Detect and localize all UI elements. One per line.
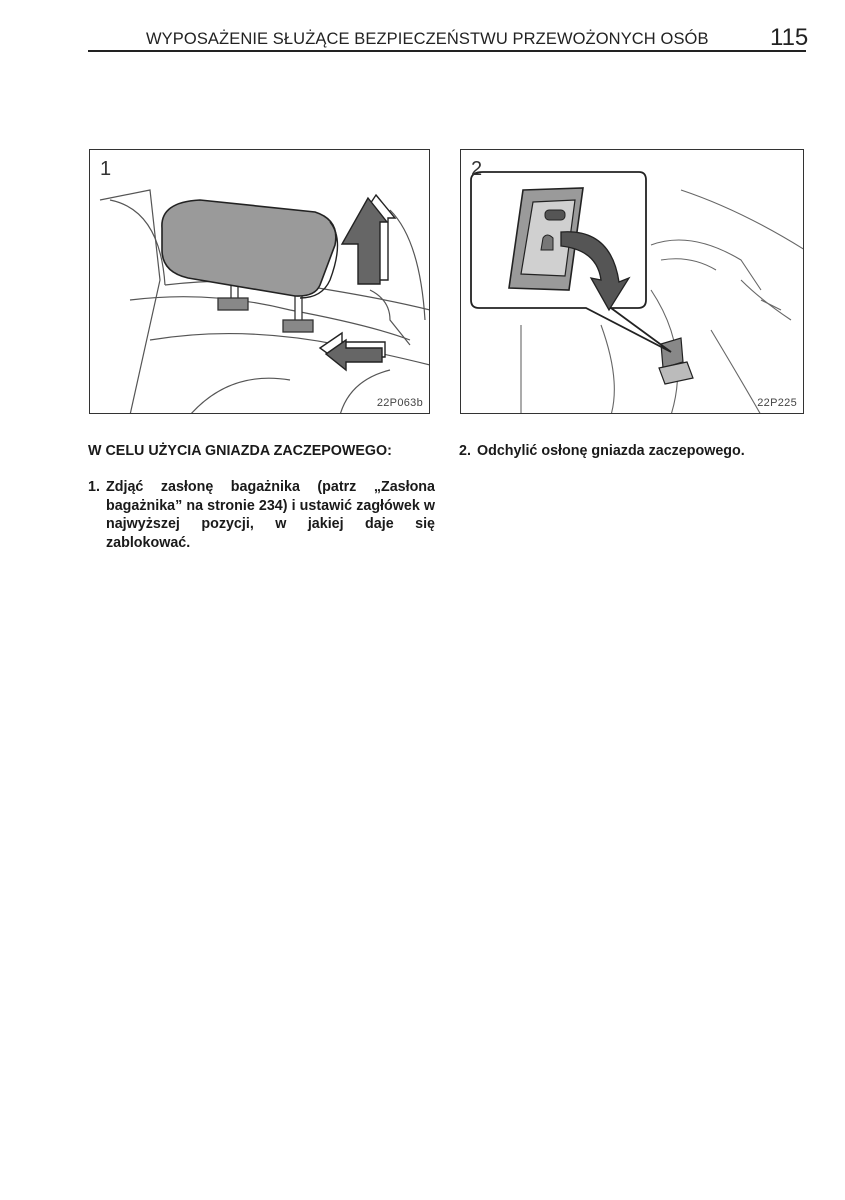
figure-number: 2 xyxy=(471,158,483,180)
step-2 xyxy=(459,442,745,461)
page-number: 115 xyxy=(770,24,809,51)
figure-code: 22P225 xyxy=(757,397,797,409)
headrest-raise-illustration xyxy=(90,150,430,414)
header-rule xyxy=(88,50,806,52)
step-number: 2. xyxy=(459,443,471,459)
step-text: Odchylić osłonę gniazda zaczepowego. xyxy=(477,443,745,459)
figure-2 xyxy=(460,149,804,414)
anchor-cover-small xyxy=(659,338,693,384)
figure-code: 22P063b xyxy=(376,397,423,409)
header-title: WYPOSAŻENIE SŁUŻĄCE BEZPIECZEŃSTWU PRZEWOŻONYCH OSÓB xyxy=(146,30,709,48)
figure-1 xyxy=(89,149,430,414)
figure-number: 1 xyxy=(100,158,112,180)
step-number: 1. xyxy=(88,479,100,495)
section-heading: W CELU UŻYCIA GNIAZDA ZACZEPOWEGO: xyxy=(88,443,392,459)
step-1 xyxy=(88,478,435,552)
step-text: Zdjąć zasłonę bagażnika (patrz „Zasłona bagażnika” na stronie 234) i ustawić zagłówek w najwyższej pozycji, w jakiej daje się zablokować. xyxy=(106,479,435,551)
anchor-cover-open-illustration xyxy=(461,150,804,414)
